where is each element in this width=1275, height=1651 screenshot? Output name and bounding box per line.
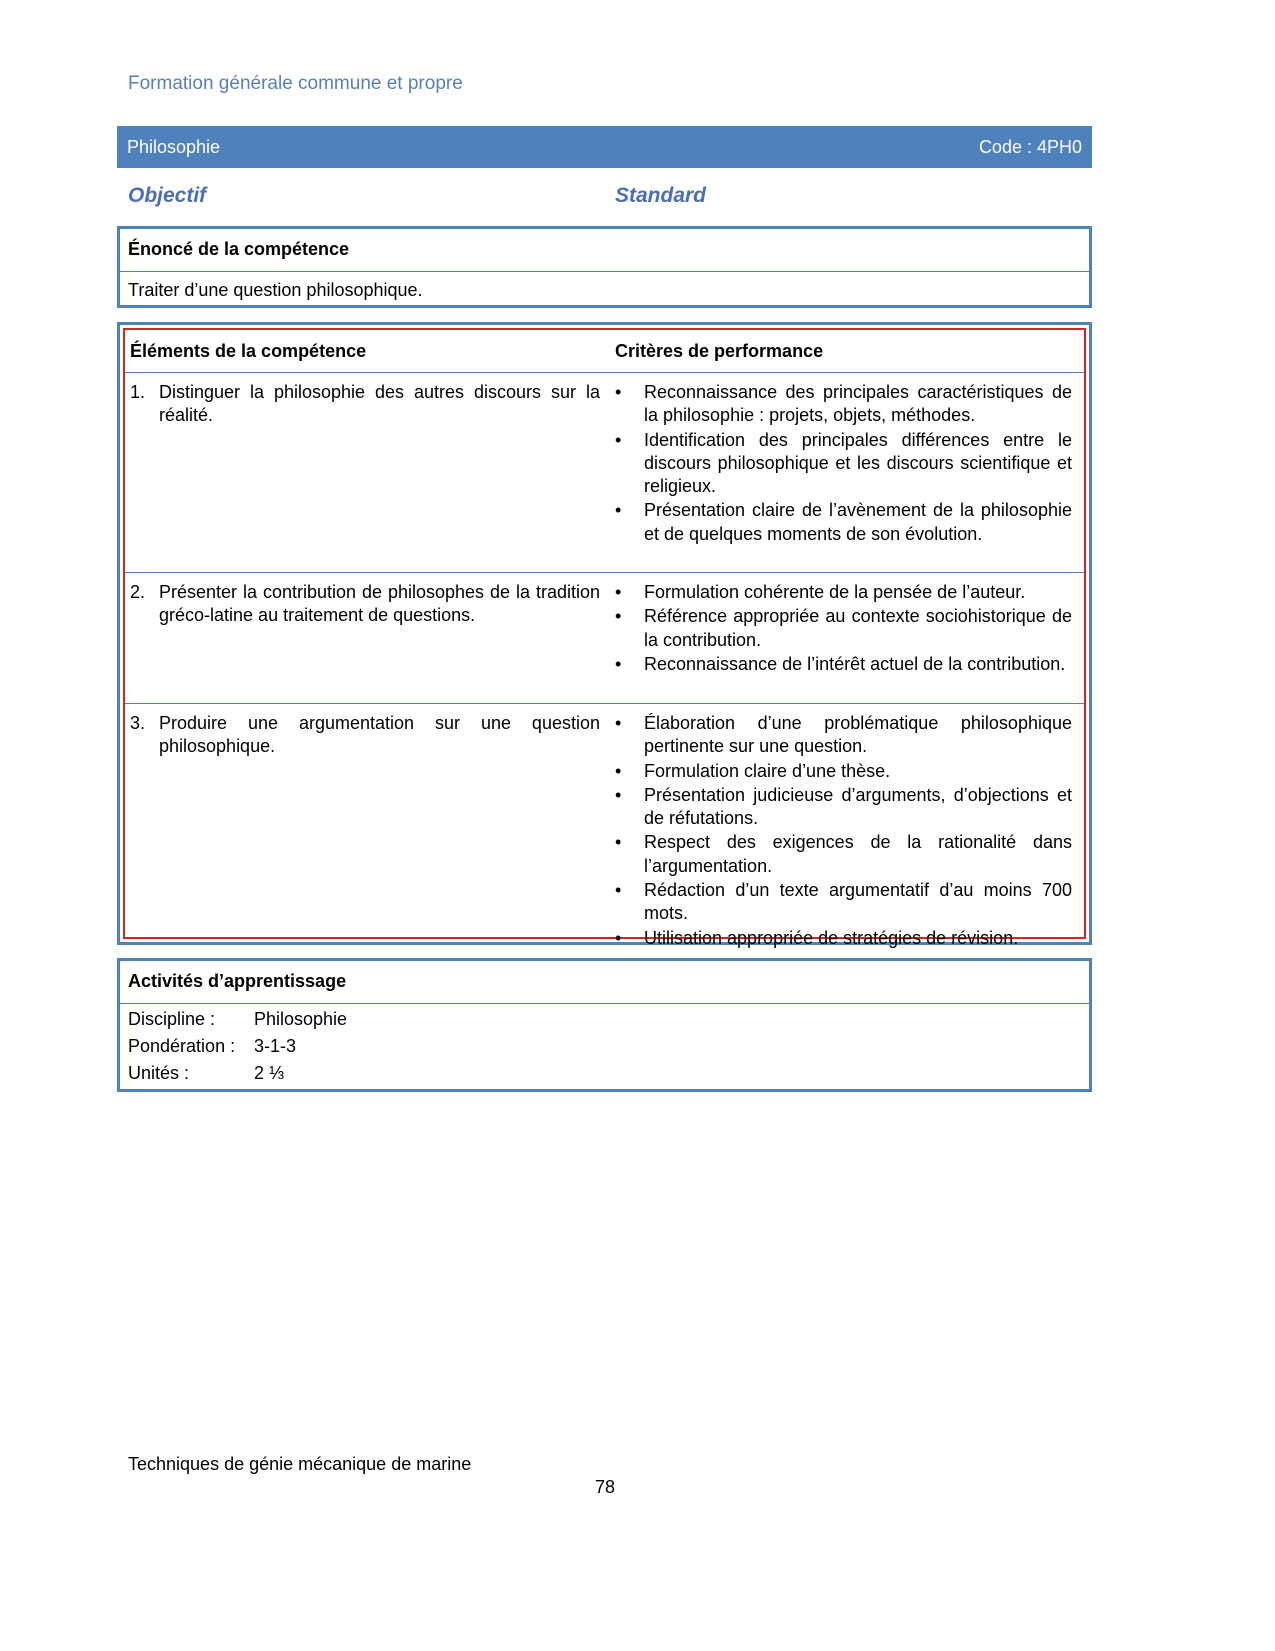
element-number: 3. [130, 713, 146, 733]
page-number: 78 [595, 1477, 616, 1497]
elements-table-inner [123, 328, 1086, 948]
discipline-value: Philosophie [254, 1009, 348, 1029]
element-cell [130, 712, 600, 759]
unites-label: Unités : [128, 1063, 190, 1083]
table-row [125, 704, 1084, 948]
activities-heading: Activités d’apprentissage [120, 961, 1089, 1004]
criterion-item: • Élaboration d’une problématique philosophique pertinente sur une question. [615, 712, 1072, 759]
criteria-cell [615, 381, 1072, 547]
element-cell [130, 381, 600, 428]
activities-box [117, 958, 1092, 1092]
table-row [125, 373, 1084, 573]
element-number: 2. [130, 582, 146, 602]
element-text: Présenter la contribution de philosophes de la tradition gréco-latine au traitement de questions. [159, 582, 600, 626]
course-discipline: Philosophie [127, 136, 221, 157]
element-cell [130, 581, 600, 628]
element-text: Produire une argumentation sur une question philosophique. [159, 713, 600, 757]
criterion-item: • Référence appropriée au contexte sociohistorique de la contribution. [615, 605, 1072, 652]
criterion-item: • Identification des principales différences entre le discours philosophique et les discours scientifique et religieux. [615, 429, 1072, 499]
activity-discipline-row [120, 1006, 1089, 1033]
program-header: Formation générale commune et propre [128, 73, 463, 94]
criterion-item: • Formulation cohérente de la pensée de l’auteur. [615, 581, 1072, 604]
table-row [125, 573, 1084, 704]
competence-heading: Énoncé de la compétence [120, 229, 1089, 272]
activity-unites-row [120, 1060, 1089, 1087]
ponderation-value: 3-1-3 [254, 1036, 297, 1056]
elements-table [117, 322, 1092, 948]
elements-header-label: Éléments de la compétence [130, 341, 367, 361]
standard-label: Standard [615, 184, 707, 207]
element-number: 1. [130, 382, 146, 402]
criterion-item: • Respect des exigences de la rationalité dans l’argumentation. [615, 831, 1072, 878]
ponderation-label: Pondération : [128, 1036, 236, 1056]
element-text: Distinguer la philosophie des autres discours sur la réalité. [159, 382, 600, 426]
footer-program-name: Techniques de génie mécanique de marine [128, 1454, 472, 1474]
discipline-label: Discipline : [128, 1009, 216, 1029]
criterion-item: • Reconnaissance des principales caractéristiques de la philosophie : projets, objets, méthodes. [615, 381, 1072, 428]
competence-box [117, 226, 1092, 308]
objectif-label: Objectif [128, 184, 207, 207]
criterion-item: • Formulation claire d’une thèse. [615, 760, 1072, 783]
competence-statement: Traiter d’une question philosophique. [128, 280, 423, 300]
elements-table-header [125, 330, 1084, 373]
unites-value: 2 ⅓ [254, 1063, 285, 1083]
course-code: Code : 4PH0 [978, 136, 1082, 157]
activity-ponderation-row [120, 1033, 1089, 1060]
criteria-cell [615, 712, 1072, 951]
criterion-item: • Utilisation appropriée de stratégies de révision. [615, 927, 1072, 950]
activities-details [120, 1004, 1089, 1087]
criteria-cell [615, 581, 1072, 677]
criteria-header-label: Critères de performance [615, 341, 824, 361]
criterion-item: • Rédaction d’un texte argumentatif d’au moins 700 mots. [615, 879, 1072, 926]
criterion-item: • Reconnaissance de l’intérêt actuel de la contribution. [615, 653, 1072, 676]
course-title-band [117, 126, 1092, 168]
criterion-item: • Présentation claire de l’avènement de la philosophie et de quelques moments de son évolution. [615, 499, 1072, 546]
criterion-item: • Présentation judicieuse d’arguments, d’objections et de réfutations. [615, 784, 1072, 831]
